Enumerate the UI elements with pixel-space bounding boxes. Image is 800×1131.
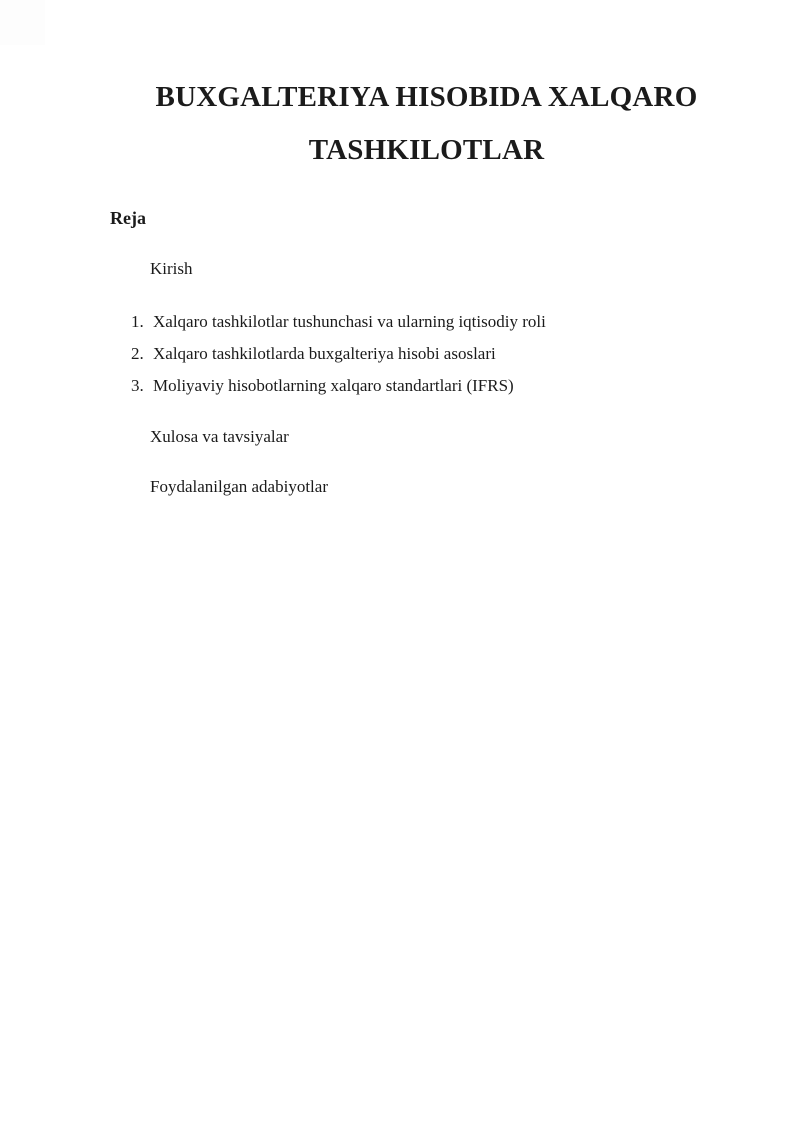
list-item bbox=[0, 338, 800, 370]
list-item bbox=[0, 306, 800, 338]
document-title-line2: TASHKILOTLAR bbox=[308, 134, 545, 166]
references-label: Foydalanilgan adabiyotlar bbox=[150, 477, 328, 496]
outline-list bbox=[0, 306, 800, 402]
intro-label: Kirish bbox=[150, 259, 193, 278]
corner-artifact bbox=[0, 0, 45, 45]
conclusion-label: Xulosa va tavsiyalar bbox=[150, 427, 289, 446]
list-item bbox=[0, 370, 800, 402]
list-item-text: Moliyaviy hisobotlarning xalqaro standartlari (IFRS) bbox=[153, 376, 514, 395]
document-title bbox=[113, 71, 740, 177]
list-item-number: 3. bbox=[131, 376, 144, 395]
plan-heading: Reja bbox=[110, 208, 146, 228]
list-item-text: Xalqaro tashkilotlarda buxgalteriya hisobi asoslari bbox=[153, 344, 496, 363]
list-item-number: 1. bbox=[131, 312, 144, 331]
document-title-line1: BUXGALTERIYA HISOBIDA XALQARO bbox=[155, 81, 698, 113]
list-item-number: 2. bbox=[131, 344, 144, 363]
list-item-text: Xalqaro tashkilotlar tushunchasi va ularning iqtisodiy roli bbox=[153, 312, 546, 331]
